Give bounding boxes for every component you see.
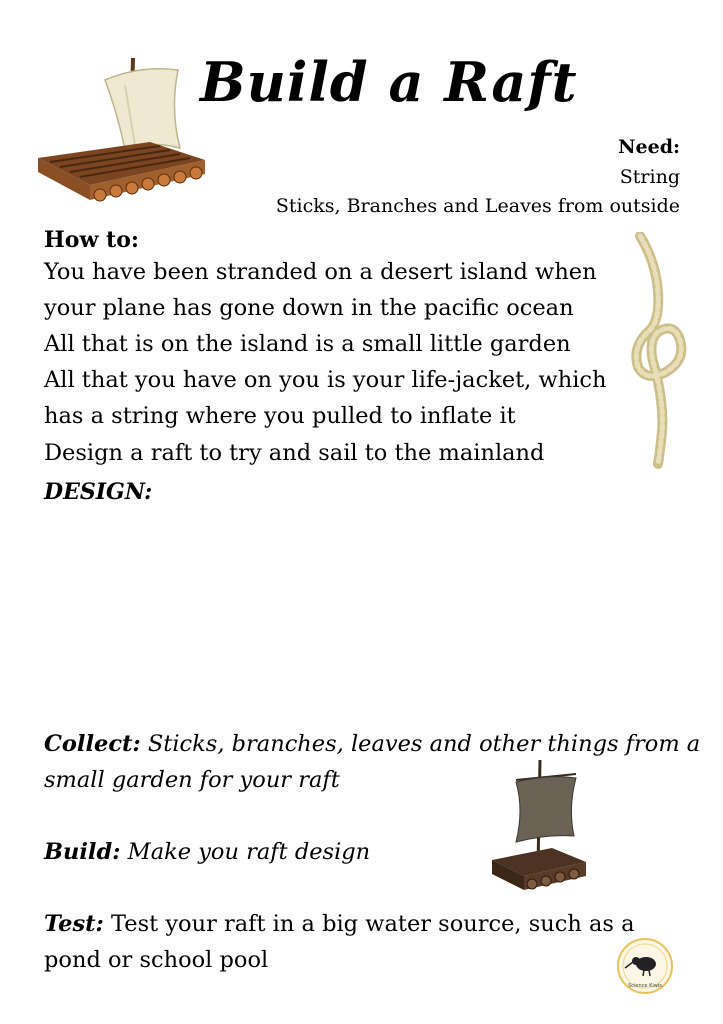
- how-to-line: You have been stranded on a desert island when: [44, 259, 597, 285]
- how-to-line: All that you have on you is your life-jacket, which: [44, 367, 607, 393]
- collect-line: [44, 767, 340, 793]
- need-item: String: [619, 166, 680, 188]
- design-label: DESIGN:: [44, 479, 153, 505]
- test-line: [44, 911, 635, 937]
- rope-icon: [628, 232, 698, 472]
- kiwi-logo-icon: [616, 937, 674, 995]
- need-label: Need:: [618, 136, 680, 158]
- test-label: Test:: [44, 911, 104, 937]
- collect-text: small garden for your raft: [44, 767, 340, 793]
- page-title: Build a Raft: [200, 50, 578, 114]
- test-text: Test your raft in a big water source, such as a: [111, 911, 635, 937]
- how-to-line: All that is on the island is a small little garden: [44, 331, 571, 357]
- how-to-line: has a string where you pulled to inflate it: [44, 403, 516, 429]
- logo-text: Science Kiwis: [628, 983, 662, 989]
- test-line: pond or school pool: [44, 947, 269, 973]
- build-line: [44, 839, 370, 865]
- raft-top-icon: [30, 50, 210, 210]
- build-label: Build:: [44, 839, 121, 865]
- need-item: Sticks, Branches and Leaves from outside: [275, 195, 680, 217]
- collect-label: Collect:: [44, 731, 141, 757]
- collect-text: Sticks, branches, leaves and other things from a: [147, 731, 701, 757]
- collect-line: [44, 731, 700, 757]
- how-to-label: How to:: [44, 227, 140, 253]
- how-to-line: your plane has gone down in the pacific ocean: [44, 295, 574, 321]
- raft-bottom-icon: [488, 758, 588, 898]
- build-text: Make you raft design: [127, 839, 371, 865]
- how-to-line: Design a raft to try and sail to the mainland: [44, 440, 545, 466]
